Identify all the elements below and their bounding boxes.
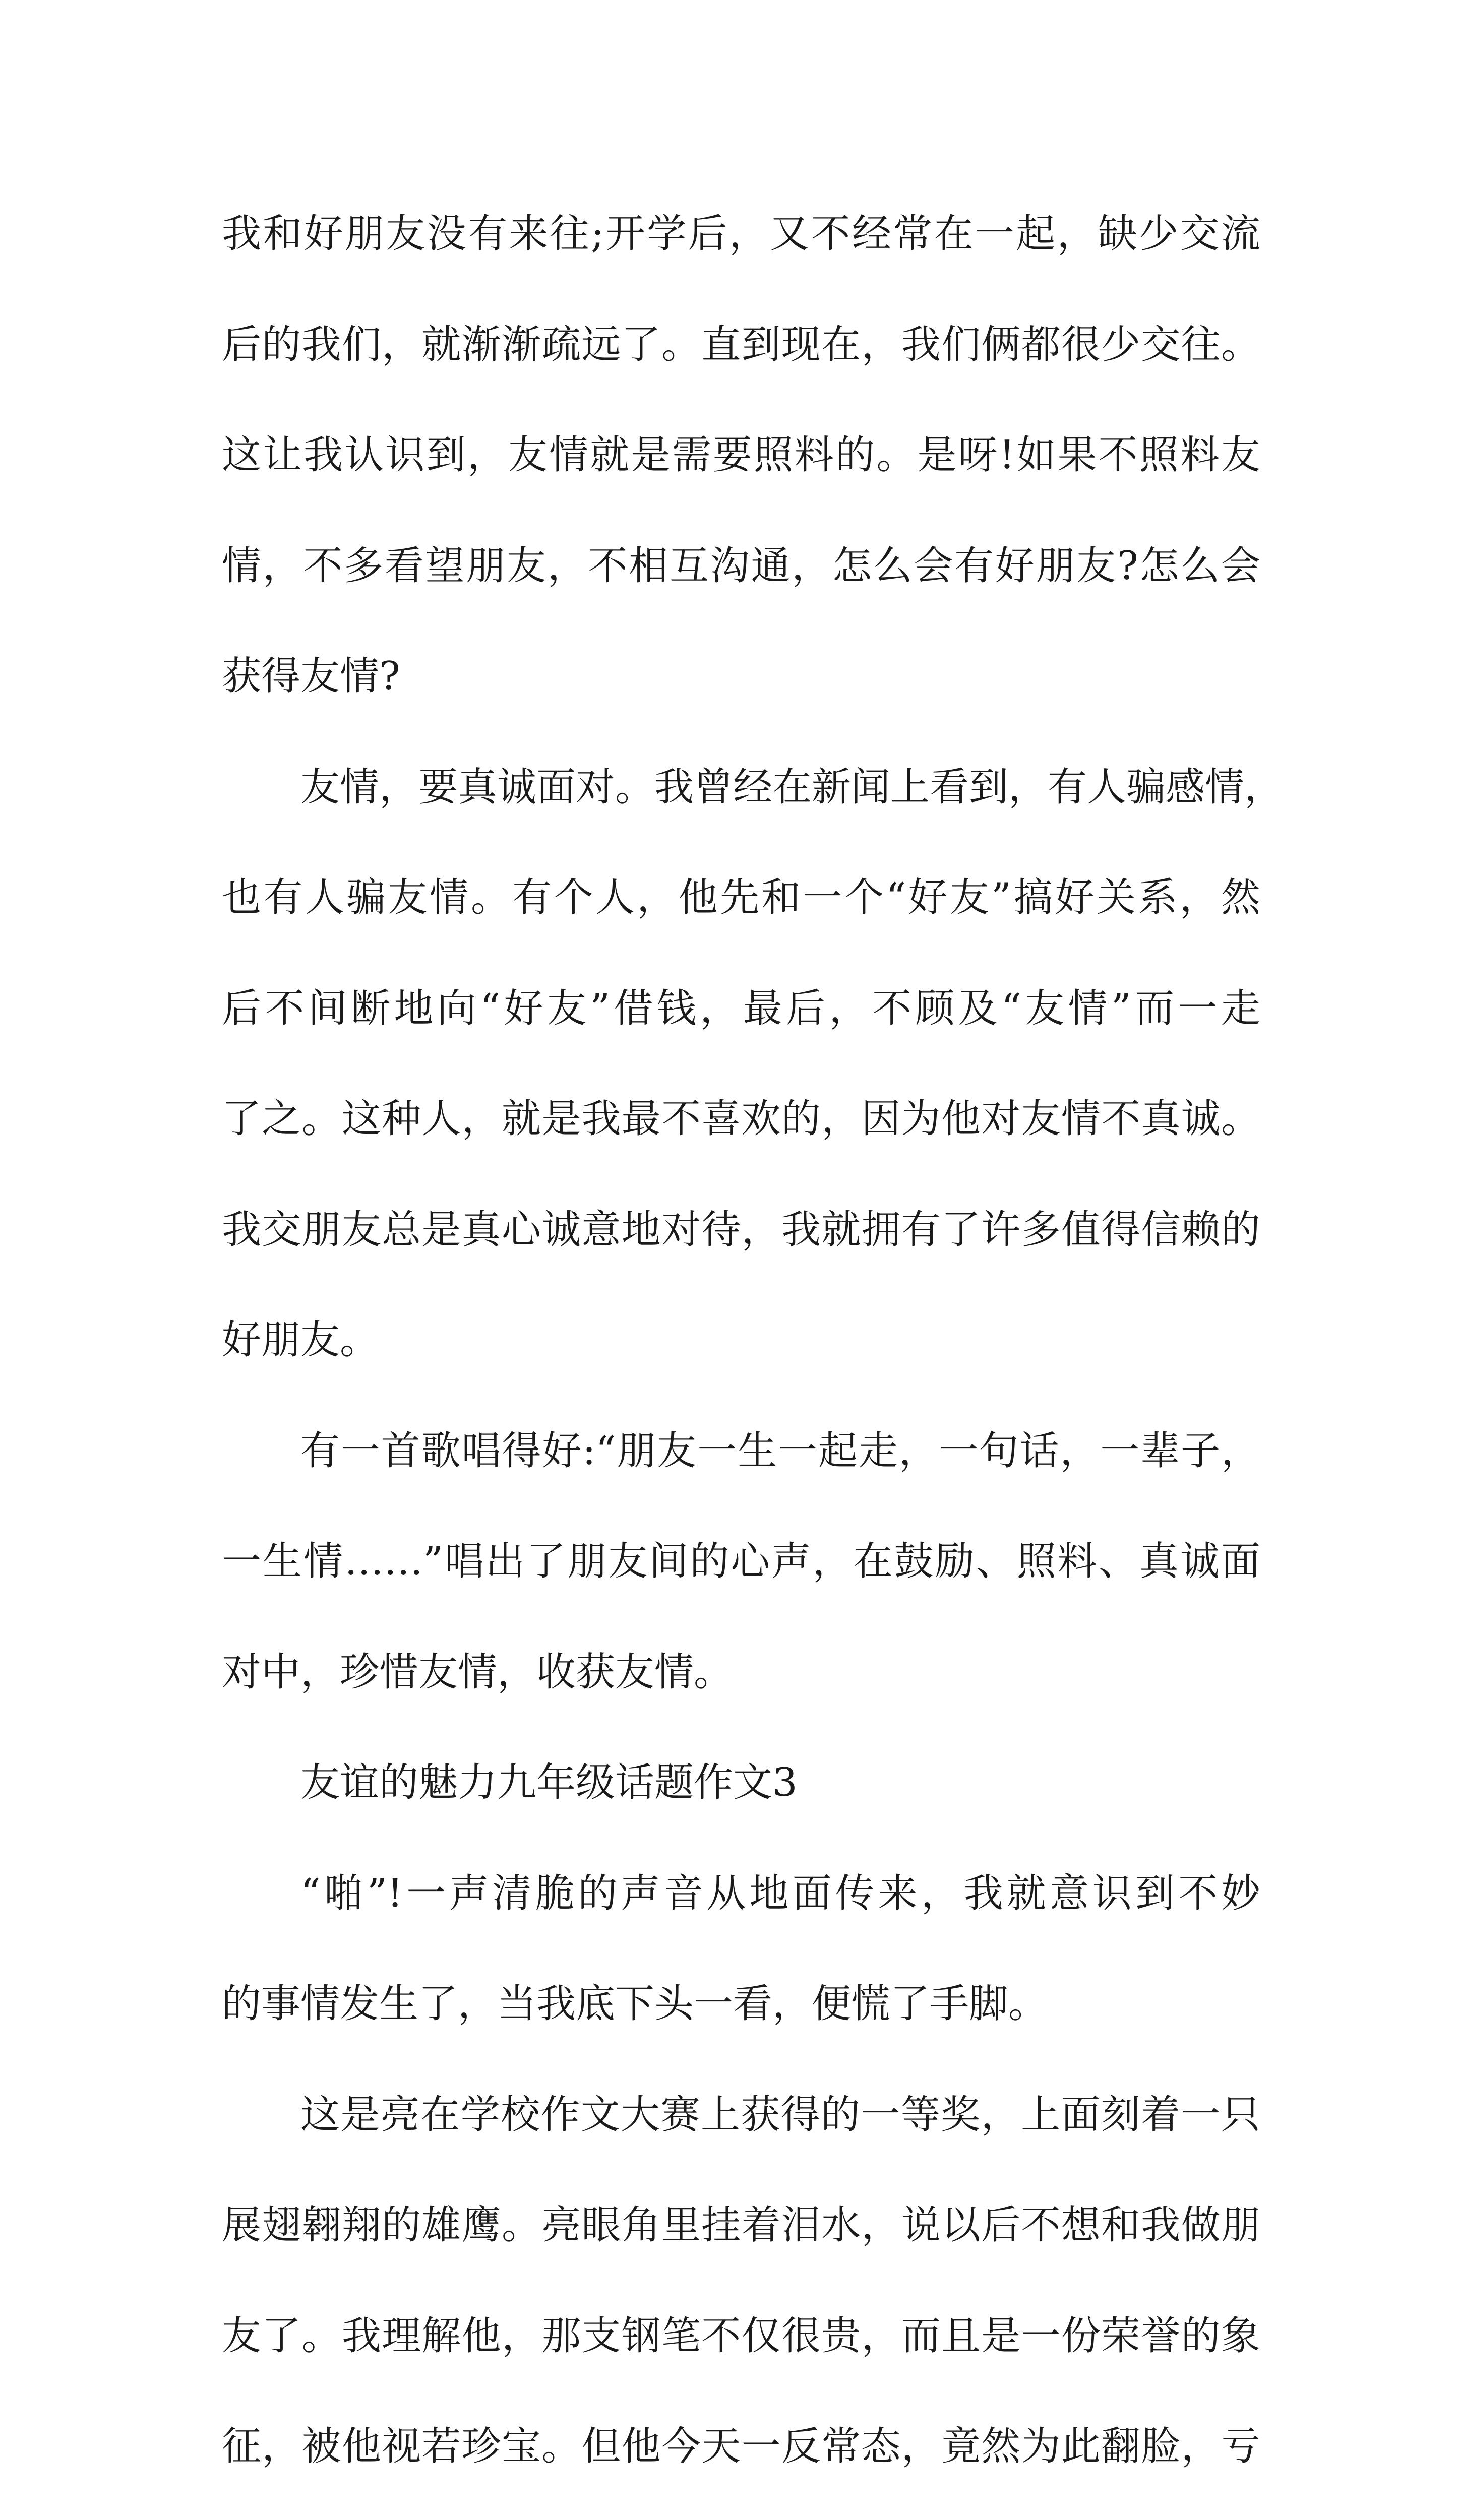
text-line: 获得友情?: [222, 621, 1260, 732]
text-line: [222, 2502, 1260, 2520]
text-line: 对中，珍惜友情，收获友情。: [222, 1617, 1260, 1728]
text-line: 这是亮在学校作文大赛上获得的一等奖，上面刻着一只: [222, 2060, 1260, 2171]
text-line: 后不间断地向“好友”借钱，最后，不顾及“友情”而一走: [222, 954, 1260, 1064]
text-line: 我交朋友总是真心诚意地对待，我就拥有了许多值得信赖的: [222, 1175, 1260, 1286]
text-line: 好朋友。: [222, 1285, 1260, 1396]
text-line: 我和好朋友没有来往;开学后，又不经常在一起，缺少交流: [222, 179, 1260, 290]
text-line: 征，被他视若珍宝。但他今天一反常态，竟然为此翻脸，亏: [222, 2391, 1260, 2502]
text-line: 友了。我理解他，那支钢笔不仅很贵，而且是一份荣誉的象: [222, 2281, 1260, 2392]
text-line: 有一首歌唱得好:“朋友一生一起走，一句话，一辈子，: [222, 1396, 1260, 1507]
text-line: 友谊的魅力九年级话题作文3: [222, 1728, 1260, 1839]
text-line: 情，不多看望朋友，不相互沟通，怎么会有好朋友?怎么会: [222, 511, 1260, 622]
text-line: 这让我认识到，友情就是需要照料的。是呀!如果不照料友: [222, 400, 1260, 511]
text-line: “啪”!一声清脆的声音从地面传来，我就意识到不妙: [222, 1839, 1260, 1949]
text-line: 展翅翱翔的雄鹰。亮眼角里挂着泪水，说以后不想和我做朋: [222, 2170, 1260, 2281]
body-text: [222, 179, 1260, 2520]
text-line: 后的我们，就渐渐疏远了。直到现在，我们俩都很少交往。: [222, 290, 1260, 401]
text-line: 也有人骗友情。有个人，他先和一个“好友”搞好关系，然: [222, 843, 1260, 954]
text-line: 的事情发生了，当我底下头一看，便慌了手脚。: [222, 1949, 1260, 2060]
text-line: 一生情……”唱出了朋友间的心声，在鼓励、照料、真诚面: [222, 1506, 1260, 1617]
text-line: 友情，要真诚面对。我曾经在新闻上看到，有人骗感情，: [222, 732, 1260, 843]
text-line: 了之。这种人，就是我最不喜欢的，因为他对友情不真诚。: [222, 1064, 1260, 1175]
